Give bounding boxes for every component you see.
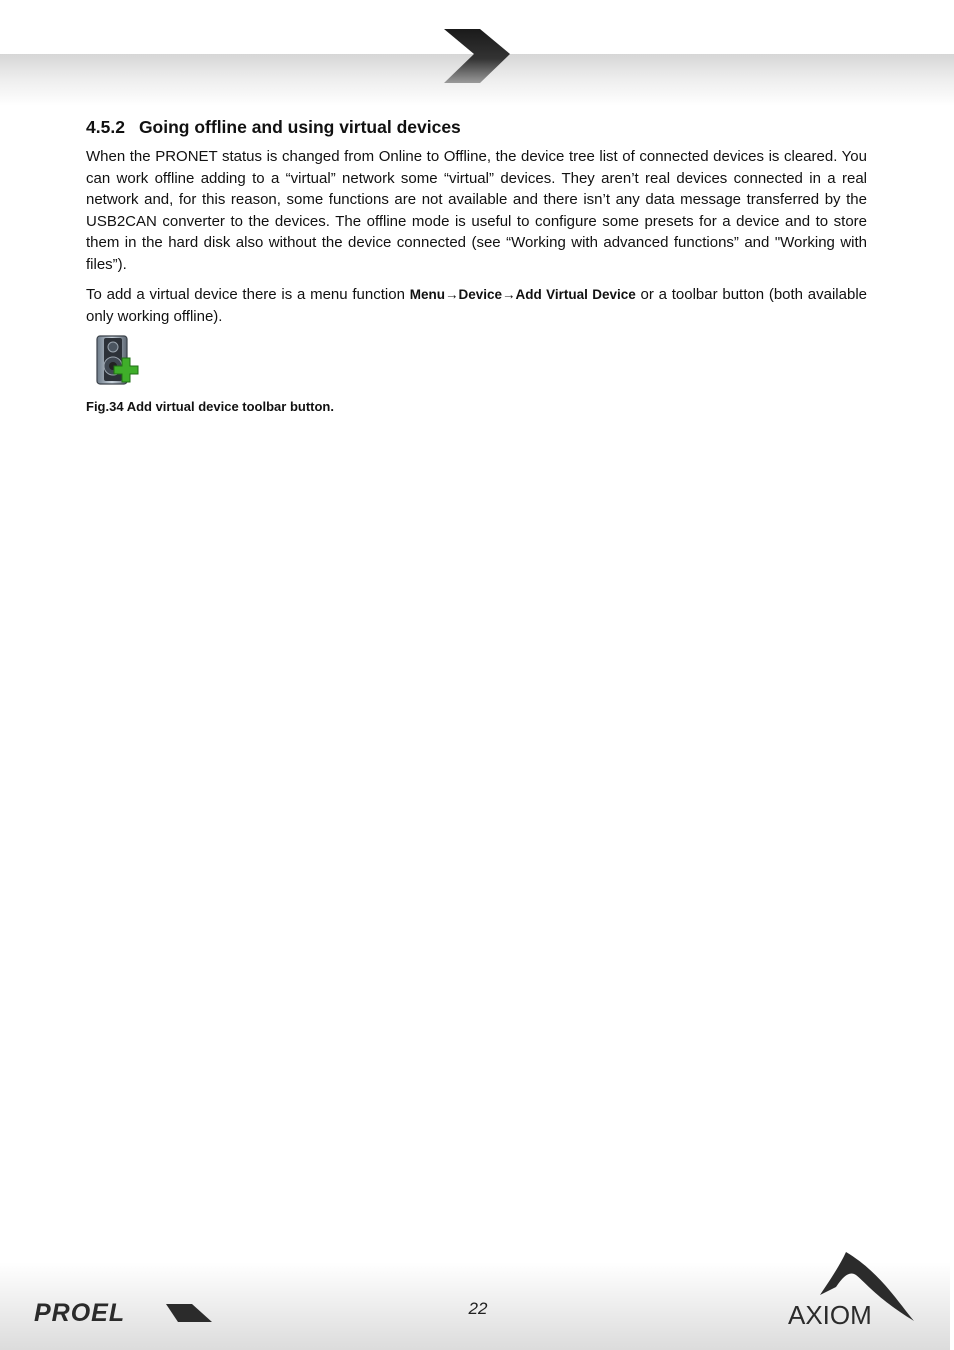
menu-path: Menu→Device→Add Virtual Device — [409, 287, 636, 302]
proel-logo-text: PROEL — [34, 1299, 126, 1327]
paragraph-text-after: or a toolbar button (both available only working offline). — [86, 286, 867, 325]
add-virtual-device-icon — [94, 334, 140, 388]
page-number: 22 — [468, 1299, 488, 1318]
axiom-logo — [786, 1249, 916, 1327]
axiom-logo-text: AXIOM — [788, 1300, 872, 1327]
chevron-right-icon — [444, 29, 510, 83]
section-heading — [86, 117, 461, 138]
section-number: 4.5.2 — [86, 117, 125, 137]
section-title-text: Going offline and using virtual devices — [138, 117, 461, 137]
paragraph-offline-mode: When the PRONET status is changed from Online to Offline, the device tree list of connected devices is cleared. You can work offline adding to a “virtual” network some “virtual” devices. They aren’t real devices connected in a real network and, for this reason, some functions are not available and there isn’t any data message transferred by the USB2CAN converter to the devices. The offline mode is useful to configure some presets for a device and to store them in the hard disk also without the device connected (see “Working with advanced functions” and "Working with files”). — [86, 148, 867, 273]
proel-logo — [32, 1299, 214, 1327]
paragraph-text-before: To add a virtual device there is a menu function — [86, 286, 410, 303]
figure-caption: Fig.34 Add virtual device toolbar button. — [86, 399, 334, 414]
paragraph-add-virtual-device — [86, 284, 867, 327]
footer-edge — [950, 1262, 954, 1350]
